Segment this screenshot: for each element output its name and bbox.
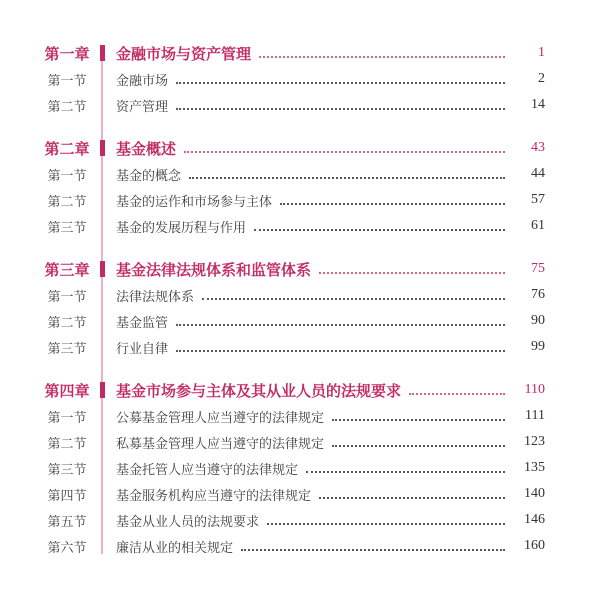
chapter-label: 第三章 bbox=[44, 260, 90, 279]
section-title: 公募基金管理人应当遵守的法律规定 bbox=[116, 410, 325, 426]
section-row bbox=[40, 92, 545, 118]
chapter-title: 金融市场与资产管理 bbox=[116, 44, 252, 63]
chapter-title: 基金法律法规体系和监管体系 bbox=[116, 260, 312, 279]
section-page-number: 123 bbox=[524, 434, 545, 449]
section-page-number: 14 bbox=[531, 97, 545, 112]
section-row bbox=[40, 481, 545, 507]
chapter-page-number: 1 bbox=[538, 45, 545, 60]
dot-leader bbox=[184, 151, 505, 153]
dot-leader bbox=[254, 229, 505, 231]
dot-leader bbox=[409, 393, 505, 395]
section-label: 第二节 bbox=[47, 194, 87, 210]
section-page-number: 61 bbox=[531, 218, 545, 233]
section-page-number: 135 bbox=[524, 460, 545, 475]
chapter-title: 基金概述 bbox=[116, 139, 177, 158]
section-row bbox=[40, 161, 545, 187]
section-page-number: 90 bbox=[531, 313, 545, 328]
section-label: 第六节 bbox=[47, 540, 87, 556]
section-page-number: 99 bbox=[531, 339, 545, 354]
section-title: 资产管理 bbox=[116, 99, 169, 115]
section-label: 第二节 bbox=[47, 99, 87, 115]
section-page-number: 146 bbox=[524, 512, 545, 527]
section-title: 基金监管 bbox=[116, 315, 169, 331]
section-label: 第四节 bbox=[47, 488, 87, 504]
section-page-number: 111 bbox=[525, 408, 545, 423]
section-page-number: 2 bbox=[538, 71, 545, 86]
section-title: 基金的发展历程与作用 bbox=[116, 220, 247, 236]
section-row bbox=[40, 282, 545, 308]
chapter-row bbox=[40, 256, 545, 282]
chapter-page-number: 75 bbox=[531, 261, 545, 276]
chapter-bar-marker bbox=[94, 140, 110, 156]
chapter-label: 第二章 bbox=[44, 139, 90, 158]
section-row bbox=[40, 66, 545, 92]
chapter-title: 基金市场参与主体及其从业人员的法规要求 bbox=[116, 381, 402, 400]
section-label: 第一节 bbox=[47, 168, 87, 184]
section-row bbox=[40, 507, 545, 533]
section-label: 第二节 bbox=[47, 315, 87, 331]
section-row bbox=[40, 308, 545, 334]
section-label: 第一节 bbox=[47, 289, 87, 305]
dot-leader bbox=[319, 497, 505, 499]
dot-leader bbox=[241, 549, 505, 551]
section-row bbox=[40, 213, 545, 239]
section-title: 金融市场 bbox=[116, 73, 169, 89]
dot-leader bbox=[332, 419, 505, 421]
section-row bbox=[40, 187, 545, 213]
section-row bbox=[40, 455, 545, 481]
dot-leader bbox=[189, 177, 505, 179]
section-page-number: 140 bbox=[524, 486, 545, 501]
dot-leader bbox=[280, 203, 505, 205]
section-title: 法律法规体系 bbox=[116, 289, 195, 305]
section-row bbox=[40, 403, 545, 429]
chapter-bar-marker bbox=[94, 45, 110, 61]
section-title: 基金的概念 bbox=[116, 168, 182, 184]
chapter-row bbox=[40, 40, 545, 66]
section-title: 私募基金管理人应当遵守的法律规定 bbox=[116, 436, 325, 452]
section-page-number: 160 bbox=[524, 538, 545, 553]
chapter-row bbox=[40, 377, 545, 403]
dot-leader bbox=[176, 82, 505, 84]
dot-leader bbox=[176, 350, 505, 352]
section-label: 第一节 bbox=[47, 410, 87, 426]
dot-leader bbox=[306, 471, 505, 473]
dot-leader bbox=[202, 298, 505, 300]
section-label: 第三节 bbox=[47, 341, 87, 357]
dot-leader bbox=[176, 324, 505, 326]
toc-rows bbox=[40, 40, 545, 559]
table-of-contents bbox=[40, 40, 545, 559]
section-page-number: 44 bbox=[531, 166, 545, 181]
chapter-row bbox=[40, 135, 545, 161]
dot-leader bbox=[259, 56, 505, 58]
chapter-bar-icon bbox=[100, 382, 105, 398]
section-label: 第三节 bbox=[47, 220, 87, 236]
chapter-bar-icon bbox=[100, 140, 105, 156]
section-title: 基金从业人员的法规要求 bbox=[116, 514, 260, 530]
section-page-number: 57 bbox=[531, 192, 545, 207]
section-row bbox=[40, 334, 545, 360]
dot-leader bbox=[267, 523, 505, 525]
section-title: 廉洁从业的相关规定 bbox=[116, 540, 234, 556]
section-label: 第一节 bbox=[47, 73, 87, 89]
section-label: 第二节 bbox=[47, 436, 87, 452]
section-title: 基金托管人应当遵守的法律规定 bbox=[116, 462, 299, 478]
chapter-bar-marker bbox=[94, 261, 110, 277]
chapter-label: 第一章 bbox=[44, 44, 90, 63]
section-title: 行业自律 bbox=[116, 341, 169, 357]
chapter-bar-marker bbox=[94, 382, 110, 398]
chapter-page-number: 43 bbox=[531, 140, 545, 155]
chapter-bar-icon bbox=[100, 45, 105, 61]
dot-leader bbox=[176, 108, 505, 110]
chapter-page-number: 110 bbox=[524, 382, 545, 397]
dot-leader bbox=[332, 445, 505, 447]
section-label: 第三节 bbox=[47, 462, 87, 478]
section-row bbox=[40, 429, 545, 455]
dot-leader bbox=[319, 272, 505, 274]
section-page-number: 76 bbox=[531, 287, 545, 302]
chapter-label: 第四章 bbox=[44, 381, 90, 400]
section-title: 基金的运作和市场参与主体 bbox=[116, 194, 273, 210]
section-row bbox=[40, 533, 545, 559]
section-label: 第五节 bbox=[47, 514, 87, 530]
chapter-bar-icon bbox=[100, 261, 105, 277]
section-title: 基金服务机构应当遵守的法律规定 bbox=[116, 488, 312, 504]
